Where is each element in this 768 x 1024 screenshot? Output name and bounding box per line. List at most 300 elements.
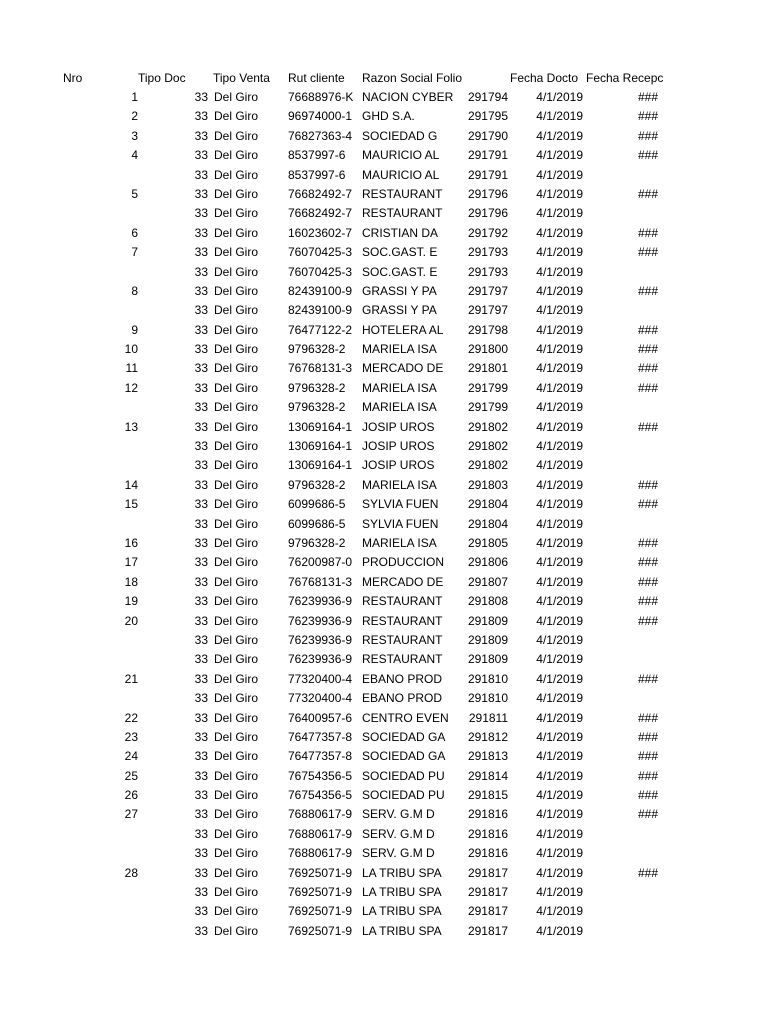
cell-razon-social: SERV. G.M D bbox=[362, 807, 435, 822]
cell-rut-cliente: 76239936-9 bbox=[288, 632, 353, 647]
cell-nro: 17 bbox=[124, 555, 138, 570]
cell-tipo-venta: Del Giro bbox=[214, 923, 259, 938]
cell-tipo-venta: Del Giro bbox=[214, 342, 259, 357]
cell-fecha-docto: 4/1/2019 bbox=[536, 885, 583, 900]
table-row bbox=[0, 592, 768, 611]
cell-rut-cliente: 77320400-4 bbox=[288, 691, 353, 706]
cell-folio: 291791 bbox=[467, 167, 508, 182]
cell-folio: 291810 bbox=[467, 671, 508, 686]
cell-folio: 291809 bbox=[467, 632, 508, 647]
cell-fecha-docto: 4/1/2019 bbox=[536, 632, 583, 647]
cell-tipo-doc: 33 bbox=[194, 846, 208, 861]
table-row bbox=[0, 515, 768, 534]
table-row bbox=[0, 418, 768, 437]
table-row bbox=[0, 902, 768, 921]
table-row bbox=[0, 321, 768, 340]
cell-folio: 291790 bbox=[467, 128, 508, 143]
cell-razon-social: RESTAURANT bbox=[362, 594, 443, 609]
cell-razon-social: GRASSI Y PA bbox=[362, 283, 437, 298]
cell-rut-cliente: 9796328-2 bbox=[288, 400, 346, 415]
table-row bbox=[0, 224, 768, 243]
cell-nro: 21 bbox=[124, 671, 138, 686]
cell-tipo-venta: Del Giro bbox=[214, 904, 259, 919]
cell-tipo-venta: Del Giro bbox=[214, 225, 259, 240]
table-row bbox=[0, 612, 768, 631]
cell-folio: 291814 bbox=[467, 768, 508, 783]
cell-tipo-doc: 33 bbox=[194, 613, 208, 628]
cell-rut-cliente: 76688976-K bbox=[288, 90, 354, 104]
cell-tipo-doc: 33 bbox=[194, 555, 208, 570]
cell-rut-cliente: 76070425-3 bbox=[288, 245, 353, 260]
cell-tipo-venta: Del Giro bbox=[214, 613, 259, 628]
cell-rut-cliente: 8537997-6 bbox=[288, 167, 346, 182]
cell-fecha-docto: 4/1/2019 bbox=[536, 167, 583, 182]
cell-folio: 291796 bbox=[467, 186, 508, 201]
cell-fecha-docto: 4/1/2019 bbox=[536, 283, 583, 298]
table-row bbox=[0, 553, 768, 572]
cell-fecha-docto: 4/1/2019 bbox=[536, 749, 583, 764]
cell-razon-social: HOTELERA AL bbox=[362, 322, 444, 337]
table-row bbox=[0, 204, 768, 223]
cell-folio: 291813 bbox=[467, 749, 508, 764]
cell-fecha-docto: 4/1/2019 bbox=[536, 516, 583, 531]
cell-razon-social: MERCADO DE bbox=[362, 574, 444, 589]
table-row bbox=[0, 340, 768, 359]
cell-razon-social: JOSIP UROS bbox=[362, 458, 435, 473]
cell-fecha-recepcion: ### bbox=[637, 613, 658, 628]
header-rut-cliente: Rut cliente bbox=[288, 71, 345, 85]
cell-razon-social: CRISTIAN DA bbox=[362, 225, 439, 240]
cell-folio: 291817 bbox=[467, 904, 508, 919]
cell-nro: 15 bbox=[124, 497, 138, 512]
cell-fecha-recepcion: ### bbox=[637, 148, 658, 163]
table-row bbox=[0, 534, 768, 553]
cell-nro: 4 bbox=[131, 148, 138, 163]
table-row bbox=[0, 282, 768, 301]
cell-tipo-venta: Del Giro bbox=[214, 186, 259, 201]
cell-razon-social: MARIELA ISA bbox=[362, 400, 437, 415]
cell-tipo-venta: Del Giro bbox=[214, 652, 259, 667]
cell-nro: 2 bbox=[131, 109, 138, 124]
table-row bbox=[0, 127, 768, 146]
cell-nro: 12 bbox=[124, 380, 138, 395]
cell-razon-social: SOCIEDAD GA bbox=[362, 729, 446, 744]
cell-rut-cliente: 9796328-2 bbox=[288, 535, 346, 550]
cell-nro: 10 bbox=[124, 342, 138, 357]
cell-tipo-venta: Del Giro bbox=[214, 729, 259, 744]
cell-fecha-recepcion: ### bbox=[637, 419, 658, 434]
cell-nro: 16 bbox=[124, 535, 138, 550]
cell-rut-cliente: 9796328-2 bbox=[288, 342, 346, 357]
header-folio: Folio bbox=[436, 71, 463, 85]
cell-nro: 22 bbox=[124, 710, 138, 725]
table-row bbox=[0, 805, 768, 824]
cell-tipo-doc: 33 bbox=[194, 477, 208, 492]
table-row bbox=[0, 825, 768, 844]
table-row bbox=[0, 650, 768, 669]
cell-fecha-recepcion: ### bbox=[637, 594, 658, 609]
cell-rut-cliente: 82439100-9 bbox=[288, 283, 353, 298]
cell-razon-social: GHD S.A. bbox=[362, 109, 415, 124]
cell-rut-cliente: 76239936-9 bbox=[288, 613, 353, 628]
table-row bbox=[0, 495, 768, 514]
cell-tipo-doc: 33 bbox=[194, 283, 208, 298]
cell-folio: 291817 bbox=[467, 885, 508, 900]
cell-folio: 291802 bbox=[467, 419, 508, 434]
cell-fecha-recepcion: ### bbox=[637, 245, 658, 260]
cell-folio: 291809 bbox=[467, 613, 508, 628]
cell-tipo-doc: 33 bbox=[194, 516, 208, 531]
cell-rut-cliente: 76682492-7 bbox=[288, 206, 353, 221]
cell-razon-social: SOCIEDAD PU bbox=[362, 768, 445, 783]
cell-tipo-doc: 33 bbox=[194, 729, 208, 744]
cell-folio: 291801 bbox=[467, 361, 508, 376]
cell-fecha-docto: 4/1/2019 bbox=[536, 419, 583, 434]
cell-tipo-doc: 33 bbox=[194, 400, 208, 415]
cell-fecha-recepcion: ### bbox=[637, 788, 658, 803]
cell-folio: 291806 bbox=[467, 555, 508, 570]
table-row bbox=[0, 689, 768, 708]
cell-fecha-recepcion: ### bbox=[637, 322, 658, 337]
cell-tipo-doc: 33 bbox=[194, 206, 208, 221]
cell-tipo-venta: Del Giro bbox=[214, 555, 259, 570]
cell-rut-cliente: 76925071-9 bbox=[288, 923, 353, 938]
cell-rut-cliente: 76768131-3 bbox=[288, 574, 353, 589]
cell-fecha-docto: 4/1/2019 bbox=[536, 807, 583, 822]
cell-nro: 27 bbox=[124, 807, 138, 822]
cell-tipo-doc: 33 bbox=[194, 419, 208, 434]
cell-fecha-docto: 4/1/2019 bbox=[536, 652, 583, 667]
table-row bbox=[0, 767, 768, 786]
cell-rut-cliente: 9796328-2 bbox=[288, 380, 346, 395]
cell-nro: 19 bbox=[124, 594, 138, 609]
cell-folio: 291812 bbox=[467, 729, 508, 744]
cell-rut-cliente: 76477357-8 bbox=[288, 729, 353, 744]
cell-folio: 291804 bbox=[467, 516, 508, 531]
cell-razon-social: LA TRIBU SPA bbox=[362, 885, 442, 900]
cell-razon-social: MARIELA ISA bbox=[362, 342, 437, 357]
cell-razon-social: SYLVIA FUEN bbox=[362, 497, 439, 512]
cell-fecha-docto: 4/1/2019 bbox=[536, 128, 583, 143]
cell-tipo-venta: Del Giro bbox=[214, 535, 259, 550]
table-row bbox=[0, 88, 768, 107]
cell-tipo-venta: Del Giro bbox=[214, 632, 259, 647]
cell-folio: 291799 bbox=[467, 380, 508, 395]
cell-folio: 291791 bbox=[467, 148, 508, 163]
cell-folio: 291815 bbox=[467, 788, 508, 803]
cell-fecha-docto: 4/1/2019 bbox=[536, 865, 583, 880]
cell-tipo-doc: 33 bbox=[194, 749, 208, 764]
cell-tipo-doc: 33 bbox=[194, 90, 208, 104]
table-row bbox=[0, 709, 768, 728]
cell-fecha-recepcion: ### bbox=[637, 807, 658, 822]
cell-rut-cliente: 76239936-9 bbox=[288, 652, 353, 667]
cell-nro: 3 bbox=[131, 128, 138, 143]
cell-fecha-recepcion: ### bbox=[637, 535, 658, 550]
cell-razon-social: SOC.GAST. E bbox=[362, 264, 438, 279]
cell-razon-social: JOSIP UROS bbox=[362, 439, 435, 454]
cell-nro: 23 bbox=[124, 729, 138, 744]
cell-fecha-recepcion: ### bbox=[637, 671, 658, 686]
cell-fecha-docto: 4/1/2019 bbox=[536, 613, 583, 628]
cell-rut-cliente: 76768131-3 bbox=[288, 361, 353, 376]
cell-rut-cliente: 76880617-9 bbox=[288, 846, 353, 861]
cell-tipo-doc: 33 bbox=[194, 245, 208, 260]
cell-fecha-docto: 4/1/2019 bbox=[536, 206, 583, 221]
cell-tipo-doc: 33 bbox=[194, 439, 208, 454]
table-row bbox=[0, 243, 768, 262]
cell-tipo-venta: Del Giro bbox=[214, 807, 259, 822]
cell-folio: 291809 bbox=[467, 652, 508, 667]
cell-tipo-doc: 33 bbox=[194, 109, 208, 124]
cell-fecha-recepcion: ### bbox=[637, 90, 658, 104]
cell-fecha-recepcion: ### bbox=[637, 497, 658, 512]
cell-razon-social: RESTAURANT bbox=[362, 632, 443, 647]
table-row bbox=[0, 922, 768, 941]
cell-tipo-venta: Del Giro bbox=[214, 148, 259, 163]
cell-folio: 291798 bbox=[467, 322, 508, 337]
header-tipo-doc: Tipo Doc bbox=[138, 71, 186, 85]
cell-fecha-docto: 4/1/2019 bbox=[536, 846, 583, 861]
header-nro: Nro bbox=[63, 71, 83, 85]
cell-rut-cliente: 76925071-9 bbox=[288, 904, 353, 919]
cell-nro: 26 bbox=[124, 788, 138, 803]
cell-tipo-doc: 33 bbox=[194, 788, 208, 803]
cell-fecha-docto: 4/1/2019 bbox=[536, 245, 583, 260]
table-row bbox=[0, 844, 768, 863]
cell-razon-social: JOSIP UROS bbox=[362, 419, 435, 434]
cell-tipo-doc: 33 bbox=[194, 671, 208, 686]
cell-nro: 24 bbox=[124, 749, 138, 764]
cell-tipo-doc: 33 bbox=[194, 342, 208, 357]
cell-razon-social: SYLVIA FUEN bbox=[362, 516, 439, 531]
cell-tipo-doc: 33 bbox=[194, 632, 208, 647]
cell-fecha-docto: 4/1/2019 bbox=[536, 710, 583, 725]
cell-nro: 13 bbox=[124, 419, 138, 434]
cell-razon-social: RESTAURANT bbox=[362, 652, 443, 667]
cell-folio: 291805 bbox=[467, 535, 508, 550]
cell-razon-social: RESTAURANT bbox=[362, 186, 443, 201]
cell-fecha-docto: 4/1/2019 bbox=[536, 477, 583, 492]
cell-tipo-venta: Del Giro bbox=[214, 264, 259, 279]
cell-fecha-recepcion: ### bbox=[637, 768, 658, 783]
cell-tipo-doc: 33 bbox=[194, 574, 208, 589]
table-row bbox=[0, 263, 768, 282]
cell-tipo-venta: Del Giro bbox=[214, 419, 259, 434]
table-row bbox=[0, 456, 768, 475]
cell-razon-social: RESTAURANT bbox=[362, 613, 443, 628]
cell-tipo-doc: 33 bbox=[194, 225, 208, 240]
cell-tipo-venta: Del Giro bbox=[214, 710, 259, 725]
cell-rut-cliente: 76477122-2 bbox=[288, 322, 353, 337]
cell-tipo-doc: 33 bbox=[194, 458, 208, 473]
cell-rut-cliente: 6099686-5 bbox=[288, 497, 346, 512]
cell-razon-social: SOCIEDAD GA bbox=[362, 749, 446, 764]
cell-folio: 291811 bbox=[468, 710, 508, 725]
cell-fecha-docto: 4/1/2019 bbox=[536, 904, 583, 919]
cell-folio: 291800 bbox=[467, 342, 508, 357]
cell-fecha-docto: 4/1/2019 bbox=[536, 923, 583, 938]
cell-folio: 291792 bbox=[467, 225, 508, 240]
cell-rut-cliente: 76880617-9 bbox=[288, 807, 353, 822]
cell-tipo-venta: Del Giro bbox=[214, 865, 259, 880]
cell-razon-social: MARIELA ISA bbox=[362, 380, 437, 395]
cell-tipo-doc: 33 bbox=[194, 148, 208, 163]
cell-rut-cliente: 77320400-4 bbox=[288, 671, 353, 686]
cell-tipo-doc: 33 bbox=[194, 652, 208, 667]
cell-nro: 20 bbox=[124, 613, 138, 628]
table-row bbox=[0, 379, 768, 398]
cell-folio: 291795 bbox=[467, 109, 508, 124]
cell-fecha-docto: 4/1/2019 bbox=[536, 729, 583, 744]
cell-tipo-venta: Del Giro bbox=[214, 90, 259, 104]
cell-razon-social: SERV. G.M D bbox=[362, 846, 435, 861]
cell-fecha-recepcion: ### bbox=[637, 283, 658, 298]
cell-nro: 11 bbox=[125, 361, 138, 376]
cell-fecha-recepcion: ### bbox=[637, 109, 658, 124]
cell-razon-social: MERCADO DE bbox=[362, 361, 444, 376]
table-row bbox=[0, 573, 768, 592]
table-row bbox=[0, 146, 768, 165]
cell-tipo-venta: Del Giro bbox=[214, 361, 259, 376]
cell-fecha-docto: 4/1/2019 bbox=[536, 361, 583, 376]
table-row bbox=[0, 883, 768, 902]
cell-nro: 18 bbox=[124, 574, 138, 589]
cell-rut-cliente: 13069164-1 bbox=[288, 439, 353, 454]
cell-fecha-recepcion: ### bbox=[637, 342, 658, 357]
cell-tipo-doc: 33 bbox=[194, 380, 208, 395]
cell-folio: 291793 bbox=[467, 245, 508, 260]
cell-tipo-venta: Del Giro bbox=[214, 245, 259, 260]
cell-tipo-venta: Del Giro bbox=[214, 458, 259, 473]
cell-fecha-docto: 4/1/2019 bbox=[536, 788, 583, 803]
cell-tipo-doc: 33 bbox=[194, 923, 208, 938]
cell-folio: 291797 bbox=[467, 283, 508, 298]
cell-tipo-venta: Del Giro bbox=[214, 768, 259, 783]
cell-tipo-venta: Del Giro bbox=[214, 497, 259, 512]
cell-rut-cliente: 76070425-3 bbox=[288, 264, 353, 279]
cell-fecha-recepcion: ### bbox=[637, 574, 658, 589]
cell-rut-cliente: 76400957-6 bbox=[288, 710, 353, 725]
cell-razon-social: RESTAURANT bbox=[362, 206, 443, 221]
cell-folio: 291808 bbox=[467, 594, 508, 609]
cell-nro: 1 bbox=[131, 90, 138, 104]
cell-fecha-docto: 4/1/2019 bbox=[536, 380, 583, 395]
cell-fecha-recepcion: ### bbox=[637, 729, 658, 744]
cell-fecha-docto: 4/1/2019 bbox=[536, 555, 583, 570]
cell-fecha-docto: 4/1/2019 bbox=[536, 225, 583, 240]
table-row bbox=[0, 631, 768, 650]
cell-tipo-venta: Del Giro bbox=[214, 477, 259, 492]
cell-tipo-doc: 33 bbox=[194, 322, 208, 337]
table-row bbox=[0, 476, 768, 495]
cell-nro: 28 bbox=[124, 865, 138, 880]
cell-tipo-venta: Del Giro bbox=[214, 691, 259, 706]
cell-razon-social: LA TRIBU SPA bbox=[362, 923, 442, 938]
cell-fecha-docto: 4/1/2019 bbox=[536, 497, 583, 512]
cell-razon-social: PRODUCCION bbox=[362, 555, 445, 570]
cell-tipo-venta: Del Giro bbox=[214, 846, 259, 861]
cell-razon-social: SOCIEDAD G bbox=[362, 128, 438, 143]
cell-folio: 291797 bbox=[467, 303, 508, 318]
cell-fecha-recepcion: ### bbox=[637, 555, 658, 570]
cell-folio: 291802 bbox=[467, 439, 508, 454]
cell-folio: 291802 bbox=[467, 458, 508, 473]
cell-razon-social: LA TRIBU SPA bbox=[362, 865, 442, 880]
cell-razon-social: MAURICIO AL bbox=[362, 148, 440, 163]
header-tipo-venta: Tipo Venta bbox=[213, 71, 270, 85]
cell-razon-social: GRASSI Y PA bbox=[362, 303, 437, 318]
cell-tipo-venta: Del Giro bbox=[214, 109, 259, 124]
table-row bbox=[0, 437, 768, 456]
header-row bbox=[0, 68, 768, 88]
cell-rut-cliente: 8537997-6 bbox=[288, 148, 346, 163]
cell-razon-social: MARIELA ISA bbox=[362, 535, 437, 550]
cell-tipo-venta: Del Giro bbox=[214, 826, 259, 841]
cell-tipo-venta: Del Giro bbox=[214, 206, 259, 221]
cell-tipo-doc: 33 bbox=[194, 904, 208, 919]
cell-tipo-venta: Del Giro bbox=[214, 788, 259, 803]
cell-folio: 291817 bbox=[467, 923, 508, 938]
cell-fecha-recepcion: ### bbox=[637, 477, 658, 492]
cell-rut-cliente: 76477357-8 bbox=[288, 749, 353, 764]
cell-rut-cliente: 96974000-1 bbox=[288, 109, 353, 124]
cell-razon-social: MAURICIO AL bbox=[362, 167, 440, 182]
cell-fecha-recepcion: ### bbox=[637, 710, 658, 725]
table-row bbox=[0, 670, 768, 689]
cell-rut-cliente: 76880617-9 bbox=[288, 826, 353, 841]
cell-folio: 291796 bbox=[467, 206, 508, 221]
cell-tipo-venta: Del Giro bbox=[214, 322, 259, 337]
cell-fecha-docto: 4/1/2019 bbox=[536, 264, 583, 279]
cell-fecha-docto: 4/1/2019 bbox=[536, 768, 583, 783]
cell-fecha-docto: 4/1/2019 bbox=[536, 458, 583, 473]
cell-fecha-recepcion: ### bbox=[637, 186, 658, 201]
header-fecha-docto: Fecha Docto bbox=[510, 71, 579, 85]
cell-tipo-doc: 33 bbox=[194, 885, 208, 900]
cell-tipo-venta: Del Giro bbox=[214, 303, 259, 318]
cell-folio: 291793 bbox=[467, 264, 508, 279]
cell-fecha-docto: 4/1/2019 bbox=[536, 826, 583, 841]
cell-fecha-docto: 4/1/2019 bbox=[536, 186, 583, 201]
cell-tipo-doc: 33 bbox=[194, 303, 208, 318]
cell-fecha-recepcion: ### bbox=[637, 361, 658, 376]
cell-fecha-recepcion: ### bbox=[637, 380, 658, 395]
header-fecha-recepcion: Fecha Recepc bbox=[586, 71, 664, 85]
cell-fecha-docto: 4/1/2019 bbox=[536, 342, 583, 357]
cell-nro: 14 bbox=[124, 477, 138, 492]
cell-tipo-venta: Del Giro bbox=[214, 380, 259, 395]
cell-folio: 291799 bbox=[467, 400, 508, 415]
cell-tipo-venta: Del Giro bbox=[214, 128, 259, 143]
cell-fecha-docto: 4/1/2019 bbox=[536, 671, 583, 686]
cell-tipo-doc: 33 bbox=[194, 264, 208, 279]
cell-rut-cliente: 76754356-5 bbox=[288, 768, 353, 783]
table-row bbox=[0, 301, 768, 320]
cell-nro: 25 bbox=[124, 768, 138, 783]
cell-tipo-doc: 33 bbox=[194, 594, 208, 609]
cell-fecha-docto: 4/1/2019 bbox=[536, 691, 583, 706]
cell-rut-cliente: 76925071-9 bbox=[288, 865, 353, 880]
cell-razon-social: SERV. G.M D bbox=[362, 826, 435, 841]
cell-rut-cliente: 9796328-2 bbox=[288, 477, 346, 492]
cell-fecha-recepcion: ### bbox=[637, 225, 658, 240]
cell-folio: 291807 bbox=[467, 574, 508, 589]
cell-tipo-doc: 33 bbox=[194, 807, 208, 822]
cell-tipo-venta: Del Giro bbox=[214, 167, 259, 182]
cell-tipo-doc: 33 bbox=[194, 535, 208, 550]
cell-fecha-docto: 4/1/2019 bbox=[536, 148, 583, 163]
